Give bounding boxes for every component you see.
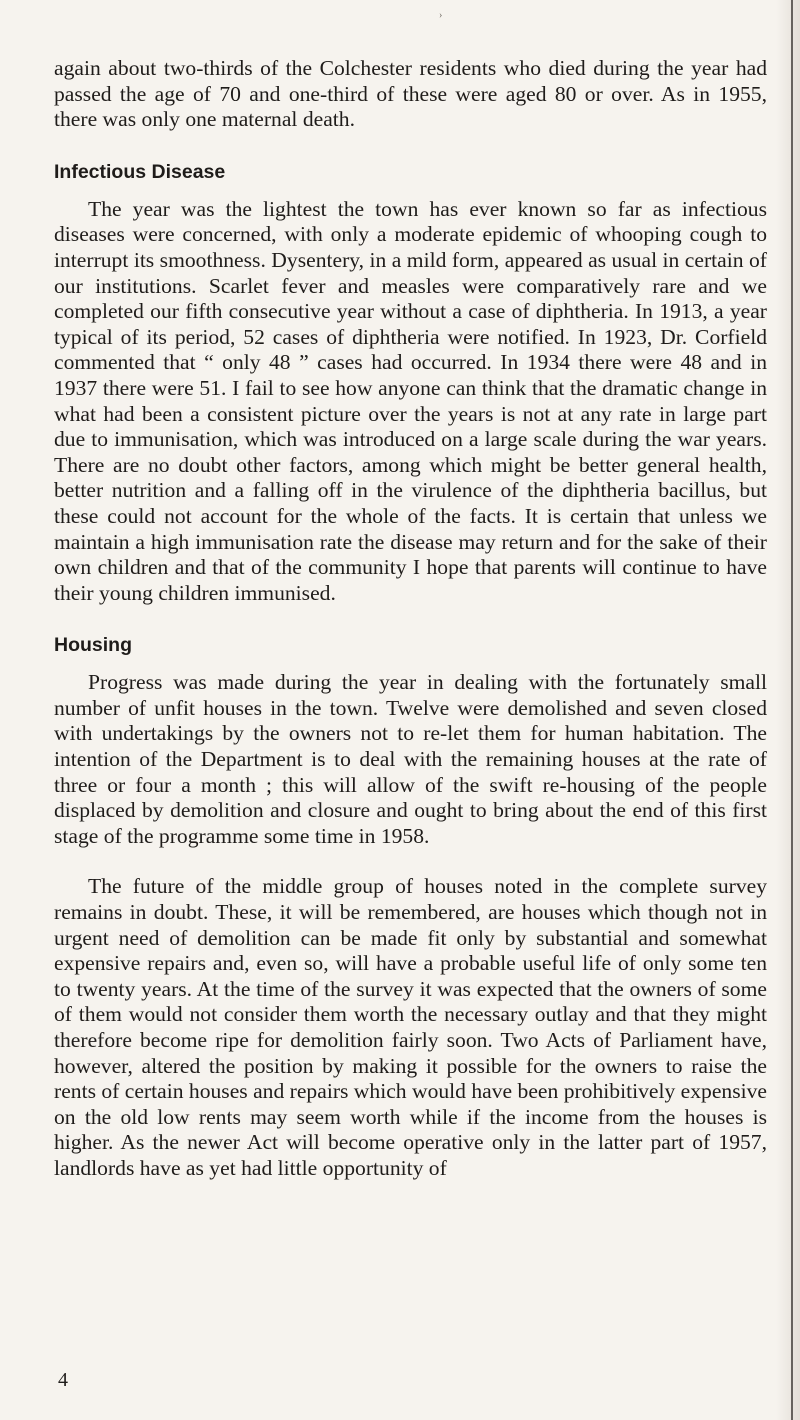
housing-paragraph-2: The future of the middle group of houses noted in the complete survey remains in doubt. These, it will be remembered, are houses which though not in urgent need of demolition can be made fit only by substantial and somewhat expensive repairs and, even so, will have a probable useful life of only some ten to twenty years. At the time of the survey it was expected that the owners of some of them would not consider them worth the necessary outlay and that they might therefore become ripe for demolition fairly soon. Two Acts of Parliament have, however, altered the position by making it possible for the owners to raise the rents of certain houses and repairs which would have been prohibitively expensive on the old low rents may seem worth while if the income from the houses is higher. As the newer Act will become operative only in the latter part of 1957, landlords have as yet had little opportunity of [54, 874, 767, 1180]
scanned-page-edge [791, 0, 793, 1420]
infectious-disease-section [54, 160, 767, 607]
housing-heading: Housing [54, 634, 132, 657]
intro-paragraph: again about two-thirds of the Colchester residents who died during the year had passed the age of 70 and one-third of these were aged 80 or over. As in 1955, there was only one maternal death. [54, 56, 767, 132]
infectious-disease-paragraph: The year was the lightest the town has ever known so far as infectious diseases were concerned, with only a moderate epidemic of whooping cough to interrupt its smoothness. Dysentery, in a mild form, appeared as usual in certain of our institutions. Scarlet fever and measles were comparatively rare and we completed our fifth consecutive year without a case of diphtheria. In 1913, a year typical of its period, 52 cases of diphtheria were notified. In 1923, Dr. Corfield commented that “ only 48 ” cases had occurred. In 1934 there were 48 and in 1937 there were 51. I fail to see how anyone can think that the dramatic change in what had been a consistent picture over the years is not at any rate in large part due to immunisation, which was introduced on a large scale during the war years. There are no doubt other factors, among which might be better general health, better nutrition and a falling off in the virulence of the diphtheria bacillus, but these could not account for the whole of the facts. It is certain that unless we maintain a high immunisation rate the disease may return and for the sake of their own children and that of the community I hope that parents will continue to have their young children immunised. [54, 196, 767, 605]
housing-paragraph-1: Progress was made during the year in dealing with the fortunately small number of unfit houses in the town. Twelve were demolished and seven closed with undertakings by the owners not to re-let them for human habitation. The intention of the Department is to deal with the remaining houses at the rate of three or four a month ; this will allow of the swift re-housing of the people displaced by demolition and closure and ought to bring about the end of this first stage of the programme some time in 1958. [54, 670, 767, 848]
top-margin-mark: › [439, 10, 443, 21]
page-number: 4 [58, 1369, 68, 1391]
housing-section [54, 633, 767, 1181]
document-page [54, 56, 767, 1182]
infectious-disease-heading: Infectious Disease [54, 160, 226, 183]
page-edge-shadow [776, 0, 800, 1420]
